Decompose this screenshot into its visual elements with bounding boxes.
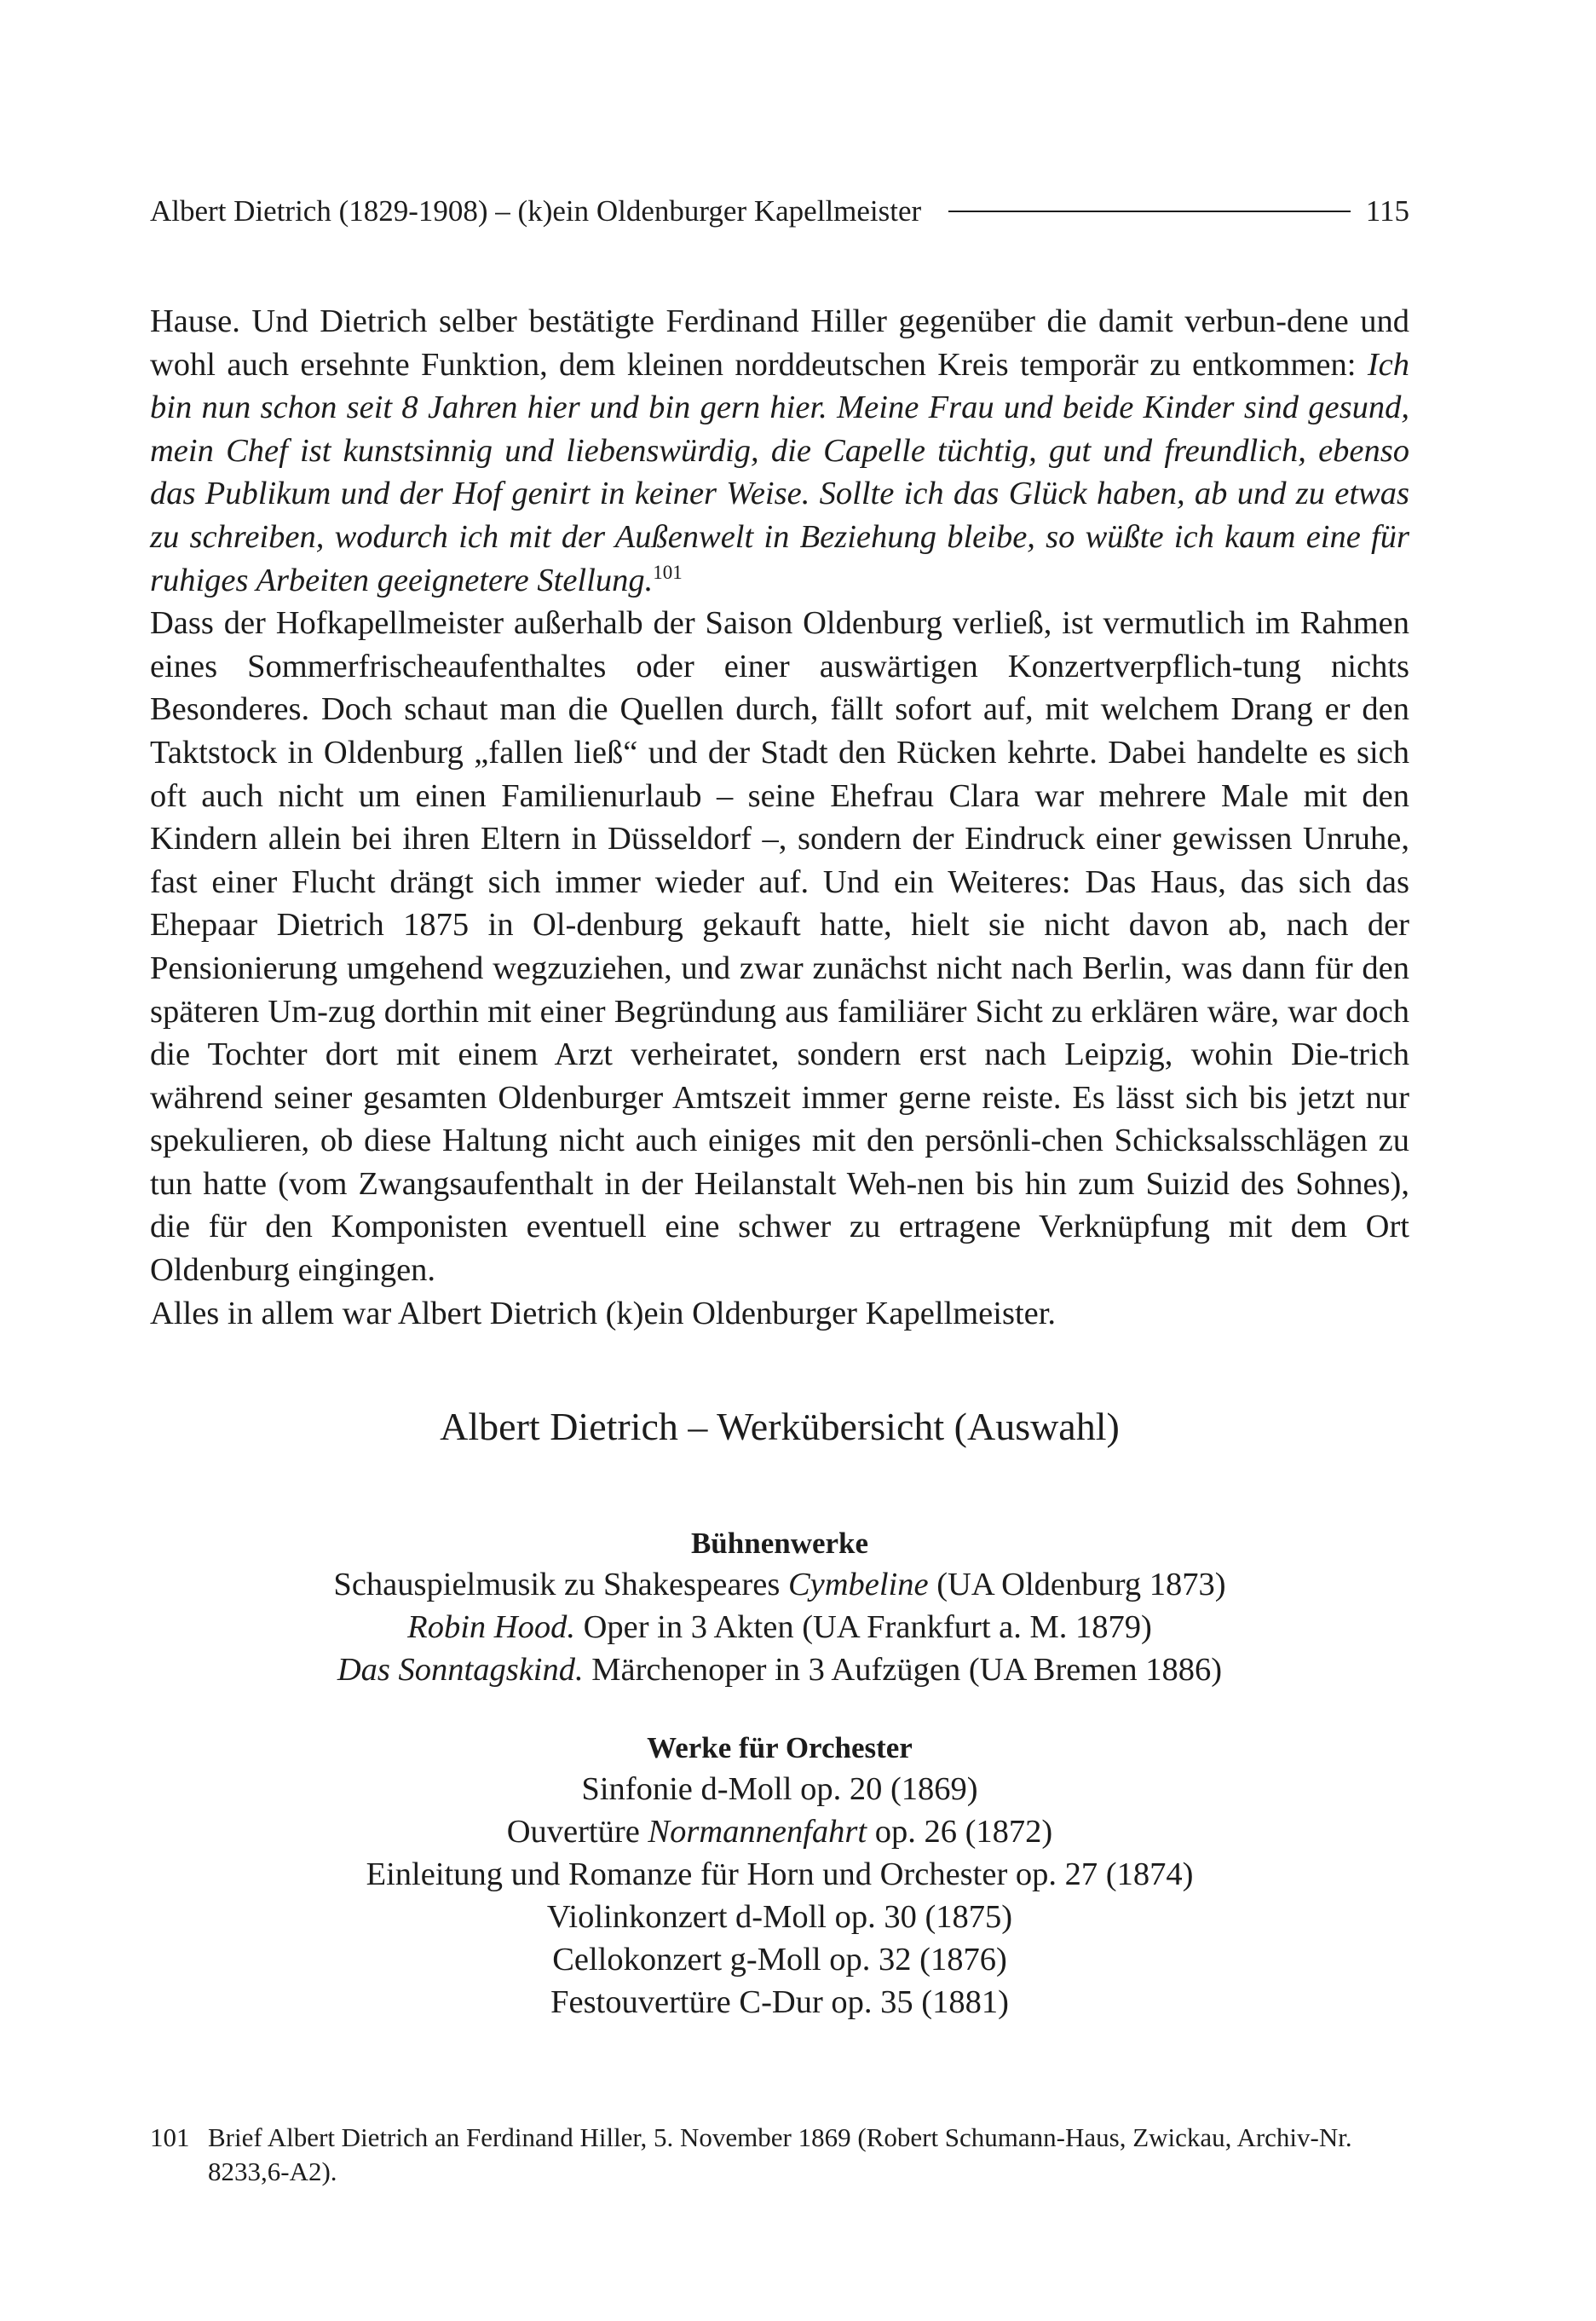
footnote-text: Brief Albert Dietrich an Ferdinand Hiller, 5. November 1869 (Robert Schumann-Haus, Zwickau, Archiv-Nr. 8233,6-A2). — [208, 2122, 1352, 2186]
stage-works-section — [150, 1524, 1409, 1691]
header-rule — [948, 211, 1351, 212]
letter-quote: Ich bin nun schon seit 8 Jahren hier und bin gern hier. Meine Frau und beide Kinder sind gesund, mein Chef ist kunstsinnig und liebenswürdig, die Capelle tüchtig, gut und freundlich, ebenso das Publikum und der Hof genirt in keiner Weise. Sollte ich das Glück haben, ab und zu etwas zu schreiben, wodurch ich mit der Außenwelt in Beziehung bleibe, so wüßte ich kaum eine für ruhiges Arbeiten geeignetere Stellung. — [150, 346, 1409, 598]
works-overview — [150, 1403, 1409, 2024]
work-item: Einleitung und Romanze für Horn und Orchester op. 27 (1874) — [366, 1856, 1194, 1892]
stage-works-heading: Bühnenwerke — [690, 1527, 869, 1560]
footnote-101 — [150, 2121, 1409, 2189]
work-item: Festouvertüre C-Dur op. 35 (1881) — [550, 1984, 1009, 2020]
footnote-ref-101: 101 — [653, 561, 683, 583]
page-number: 115 — [1365, 194, 1409, 228]
orchestral-works-section — [150, 1729, 1409, 2024]
work-item: Violinkonzert d-Moll op. 30 (1875) — [546, 1899, 1013, 1935]
orchestral-works-heading: Werke für Orchester — [647, 1731, 913, 1764]
work-item: Schauspielmusik zu Shakespeares Cymbeline (UA Oldenburg 1873) — [333, 1567, 1226, 1602]
body-text — [150, 300, 1409, 1335]
paragraph-2: Dass der Hofkapellmeister außerhalb der Saison Oldenburg verließ, ist vermutlich im Rahmen eines Sommerfrischeaufenthaltes oder einer auswärtigen Konzertverpflich-tung nichts Besonderes. Doch schaut man die Quellen durch, fällt sofort auf, mit welchem Drang er den Taktstock in Oldenburg „fallen ließ“ und der Stadt den Rücken kehrte. Dabei handelte es sich oft auch nicht um einen Familienurlaub – seine Ehefrau Clara war mehrere Male mit den Kindern allein bei ihren Eltern in Düsseldorf –, sondern der Eindruck einer gewissen Unruhe, fast einer Flucht drängt sich immer wieder auf. Und ein Weiteres: Das Haus, das sich das Ehepaar Dietrich 1875 in Ol-denburg gekauft hatte, hielt sie nicht davon ab, nach der Pensionierung umgehend wegzuziehen, und zwar zunächst nicht nach Berlin, was dann für den späteren Um-zug dorthin mit einer Begründung aus familiärer Sicht zu erklären wäre, war doch die Tochter dort mit einem Arzt verheiratet, sondern erst nach Leipzig, wohin Die-trich während seiner gesamten Oldenburger Amtszeit immer gerne reiste. Es lässt sich bis jetzt nur spekulieren, ob diese Haltung nicht auch einiges mit den persönli-chen Schicksalsschlägen zu tun hatte (vom Zwangsaufenthalt in der Heilanstalt Weh-nen bis hin zum Suizid des Sohnes), die für den Komponisten eventuell eine schwer zu ertragene Verknüpfung mit dem Ort Oldenburg eingingen. — [150, 605, 1409, 1289]
works-title: Albert Dietrich – Werkübersicht (Auswahl) — [440, 1405, 1120, 1448]
work-item: Das Sonntagskind. Märchenoper in 3 Aufzügen (UA Bremen 1886) — [337, 1652, 1223, 1688]
work-item: Robin Hood. Oper in 3 Akten (UA Frankfurt a. M. 1879) — [407, 1609, 1152, 1645]
work-item: Cellokonzert g-Moll op. 32 (1876) — [552, 1942, 1007, 1977]
running-header — [150, 193, 1409, 230]
work-item: Ouvertüre Normannenfahrt op. 26 (1872) — [506, 1814, 1053, 1850]
paragraph-1 — [150, 300, 1409, 602]
work-item: Sinfonie d-Moll op. 20 (1869) — [581, 1771, 978, 1807]
running-title: Albert Dietrich (1829-1908) – (k)ein Oldenburger Kapellmeister — [150, 194, 922, 228]
paragraph-3: Alles in allem war Albert Dietrich (k)ein Oldenburger Kapellmeister. — [150, 1295, 1057, 1331]
paragraph-1-text: Hause. Und Dietrich selber bestätigte Ferdinand Hiller gegenüber die damit verbun-dene und wohl auch ersehnte Funktion, dem kleinen norddeutschen Kreis temporär zu entkommen: — [150, 303, 1409, 383]
footnote-number: 101 — [150, 2122, 190, 2152]
